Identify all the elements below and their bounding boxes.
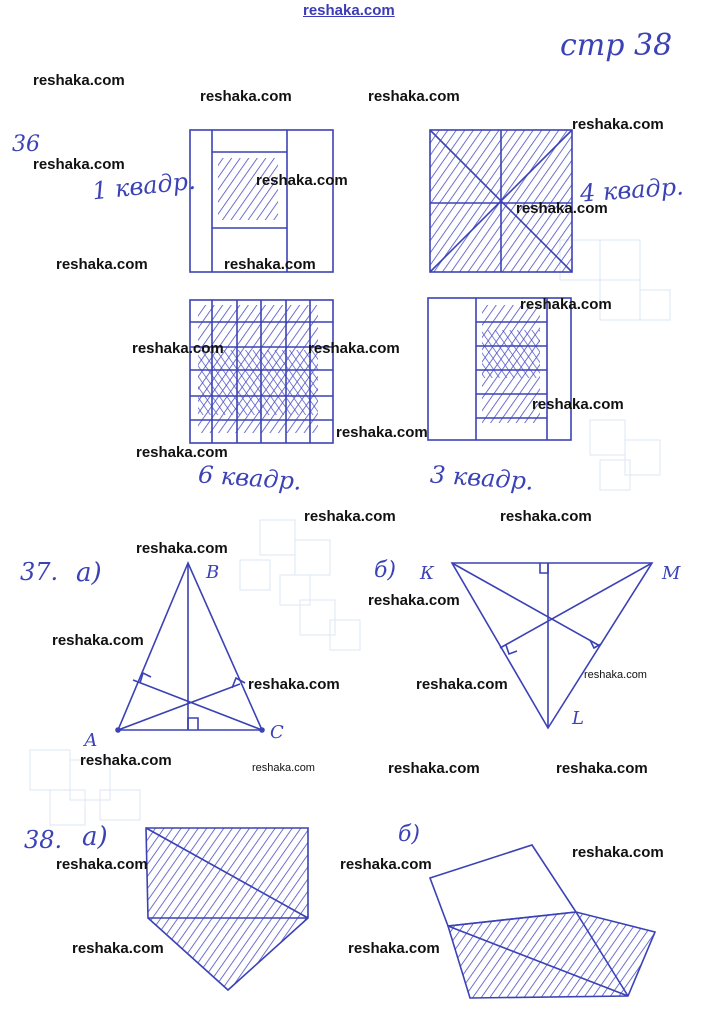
figure-4-caption: 3 квадр. — [429, 460, 535, 496]
watermark: reshaka.com — [336, 424, 428, 441]
watermark: reshaka.com — [500, 508, 592, 525]
exercise-36-number: 36 — [12, 132, 40, 157]
exercise-38-part-a: а) — [82, 822, 108, 852]
watermark: reshaka.com — [72, 940, 164, 957]
watermark: reshaka.com — [252, 762, 315, 774]
watermark: reshaka.com — [80, 752, 172, 769]
watermark: reshaka.com — [248, 676, 340, 693]
exercise-38-number: 38. — [24, 826, 63, 854]
watermark: reshaka.com — [224, 256, 316, 273]
watermark: reshaka.com — [256, 172, 348, 189]
watermark: reshaka.com — [304, 508, 396, 525]
watermark: reshaka.com — [136, 540, 228, 557]
watermark: reshaka.com — [136, 444, 228, 461]
figure-3-caption: 6 квадр. — [197, 460, 303, 496]
exercise-37-number: 37. — [20, 558, 59, 586]
exercise-38-part-b: б) — [398, 822, 421, 847]
vertex-m-label: М — [662, 563, 681, 584]
watermark: reshaka.com — [33, 72, 125, 89]
watermark: reshaka.com — [572, 844, 664, 861]
exercise-37-part-b: б) — [374, 558, 397, 583]
watermark: reshaka.com — [308, 340, 400, 357]
figure-38a — [146, 828, 308, 990]
watermark: reshaka.com — [520, 296, 612, 313]
watermark: reshaka.com — [52, 632, 144, 649]
figure-1-caption: 1 квадр. — [90, 166, 197, 206]
vertex-c-label: С — [270, 722, 284, 743]
watermark: reshaka.com — [340, 856, 432, 873]
figure-38b — [430, 845, 655, 998]
vertex-k-label: К — [420, 563, 434, 584]
watermark: reshaka.com — [200, 88, 292, 105]
watermark: reshaka.com — [416, 676, 508, 693]
watermark: reshaka.com — [572, 116, 664, 133]
vertex-l-label: L — [572, 708, 584, 729]
watermark: reshaka.com — [56, 856, 148, 873]
figure-2-caption: 4 квадр. — [579, 172, 685, 208]
watermark: reshaka.com — [132, 340, 224, 357]
watermark: reshaka.com — [33, 156, 125, 173]
site-header-link[interactable]: reshaka.com — [303, 2, 395, 19]
watermark: reshaka.com — [556, 760, 648, 777]
exercise-37-part-a: а) — [76, 558, 102, 588]
watermark: reshaka.com — [532, 396, 624, 413]
watermark: reshaka.com — [368, 88, 460, 105]
watermark: reshaka.com — [584, 669, 647, 681]
page-label: стр 38 — [560, 28, 673, 63]
vertex-b-label: В — [206, 562, 220, 583]
watermark: reshaka.com — [516, 200, 608, 217]
watermark: reshaka.com — [388, 760, 480, 777]
figure-38a-shaded — [146, 828, 308, 990]
vertex-a-label: А — [84, 730, 98, 751]
watermark: reshaka.com — [56, 256, 148, 273]
watermark: reshaka.com — [368, 592, 460, 609]
watermark: reshaka.com — [348, 940, 440, 957]
